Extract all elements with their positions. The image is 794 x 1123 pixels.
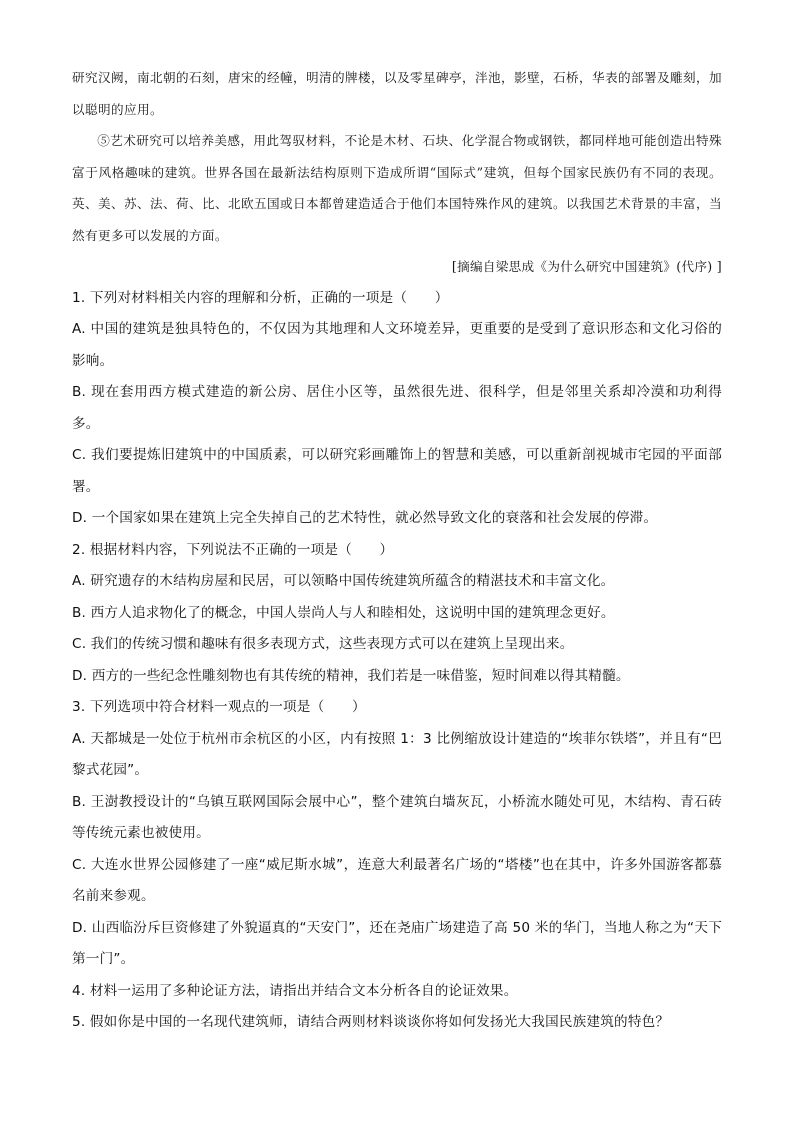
question-option-c: C. 大连水世界公园修建了一座“威尼斯水城”，连意大利最著名广场的“塔楼”也在其中，许多外国游客都慕名前来参观。 [72, 856, 722, 904]
question-option-a: A. 中国的建筑是独具特色的，不仅因为其地理和人文环境差异，更重要的是受到了意识形态和文化习俗的影响。 [72, 321, 722, 369]
question-option-b: B. 西方人追求物化了的概念，中国人崇尚人与人和睦相处，这说明中国的建筑理念更好。 [72, 604, 615, 621]
question-stem: 3. 下列选项中符合材料一观点的一项是（ ） [72, 699, 366, 715]
question-option-d: D. 一个国家如果在建筑上完全失掉自己的艺术特性，就必然导致文化的衰落和社会发展的停滞。 [72, 510, 658, 526]
question-option-c: C. 我们要提炼旧建筑中的中国质素，可以研究彩画雕饰上的智慧和美感，可以重新剖视城市宅园的平面部署。 [72, 447, 722, 495]
question-stem: 1. 下列对材料相关内容的理解和分析，正确的一项是（ ） [72, 289, 449, 306]
question-stem: 4. 材料一运用了多种论证方法，请指出并结合文本分析各自的论证效果。 [72, 982, 518, 999]
question-option-b: B. 现在套用西方模式建造的新公房、居住小区等，虽然很先进、很科学，但是邻里关系却冷漠和功利得多。 [72, 384, 722, 432]
question-option-d: D. 山西临汾斥巨资修建了外貌逼真的“天安门”，还在尧庙广场建造了高 50 米的华门，当地人称之为“天下第一门”。 [72, 919, 722, 967]
reading-passage [72, 62, 722, 283]
question-option-b: B. 王澍教授设计的“乌镇互联网国际会展中心”，整个建筑白墙灰瓦，小桥流水随处可见，木结构、青石砖等传统元素也被使用。 [72, 793, 722, 841]
question-option-d: D. 西方的一些纪念性雕刻物也有其传统的精神，我们若是一味借鉴，短时间难以得其精髓。 [72, 667, 630, 684]
question-stem: 5. 假如你是中国的一名现代建筑师，请结合两则材料谈谈你将如何发扬光大我国民族建筑的特色？ [72, 1014, 670, 1030]
passage-paragraph-5: ⑤艺术研究可以培养美感，用此驾驭材料，不论是木材、石块、化学混合物或钢铁，都同样地可能创造出特殊富于风格趣味的建筑。世界各国在最新法结构原则下造成所谓“国际式”建筑，但每个国家民族仍有不同的表现。英、美、苏、法、荷、比、北欧五国或日本都曾建造适合于他们本国特殊作风的建筑。以我国艺术背景的丰富，当然有更多可以发展的方面。 [72, 133, 722, 243]
passage-paragraph-1: 研究汉阙，南北朝的石刻，唐宋的经幢，明清的牌楼，以及零星碑亭，泮池，影壁，石桥，华表的部署及雕刻，加以聪明的应用。 [72, 70, 722, 117]
question-option-c: C. 我们的传统习惯和趣味有很多表现方式，这些表现方式可以在建筑上呈现出来。 [72, 636, 574, 652]
question-2 [72, 535, 722, 693]
question-5 [72, 1007, 722, 1039]
question-list [72, 283, 722, 1039]
question-option-a: A. 研究遗存的木结构房屋和民居，可以领略中国传统建筑所蕴含的精湛技术和丰富文化。 [72, 573, 615, 589]
exam-page [72, 62, 722, 1039]
passage-source-citation: [摘编自梁思成《为什么研究中国建筑》(代序) ] [451, 259, 722, 274]
question-4 [72, 976, 722, 1008]
question-1 [72, 283, 722, 535]
question-3 [72, 692, 722, 976]
question-option-a: A. 天都城是一处位于杭州市余杭区的小区，内有按照 1：3 比例缩放设计建造的“埃菲尔铁塔”，并且有“巴黎式花园”。 [72, 730, 722, 778]
question-stem: 2. 根据材料内容，下列说法不正确的一项是（ ） [72, 541, 394, 558]
